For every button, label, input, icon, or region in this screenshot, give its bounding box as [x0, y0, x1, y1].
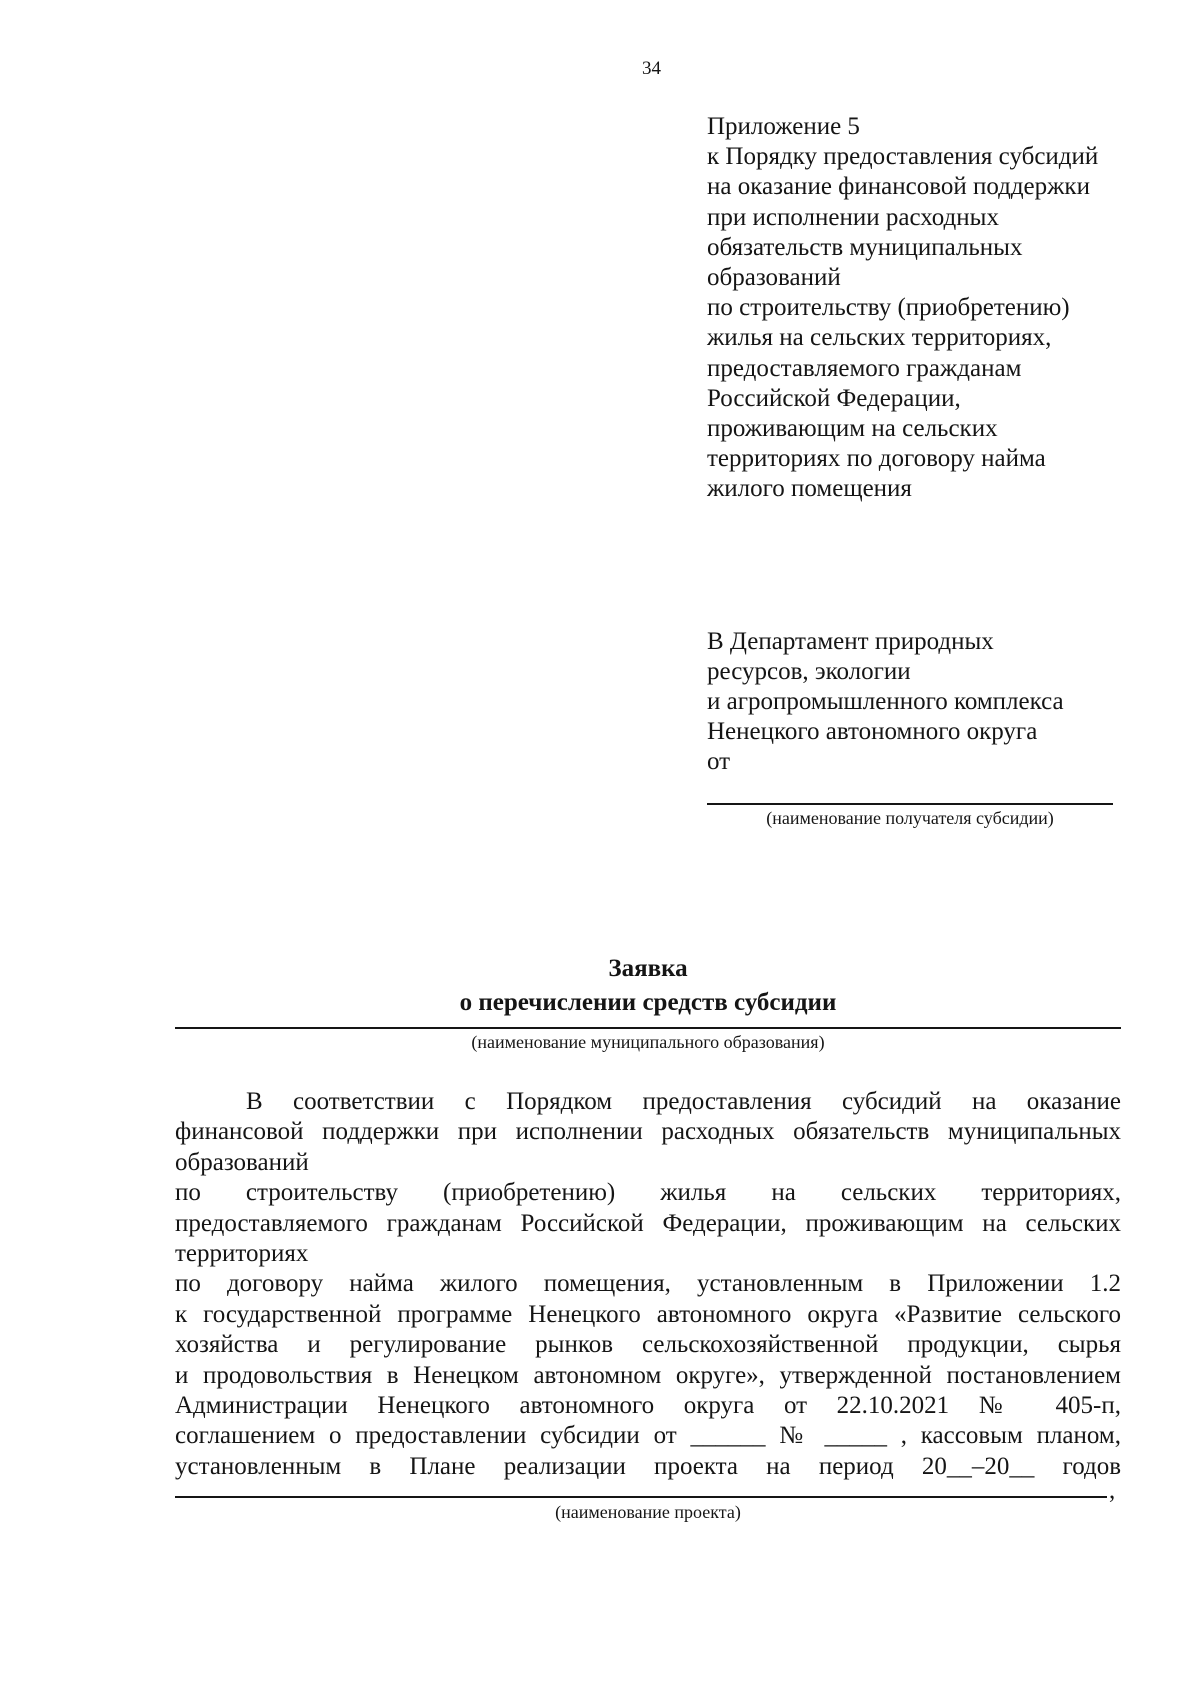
trailing-comma: , [1109, 1477, 1116, 1504]
appendix-line: по строительству (приобретению) [707, 294, 1070, 322]
addressee-line: и агропромышленного комплекса [707, 688, 1064, 715]
body-line: по строительству (приобретению) жилья на сельских территориях, [175, 1179, 1121, 1207]
body-line: территориях [175, 1240, 309, 1268]
addressee-line: Ненецкого автономного округа [707, 718, 1038, 745]
form-title: Заявка [608, 955, 688, 982]
appendix-line: на оказание финансовой поддержки [707, 173, 1090, 201]
appendix-line: проживающим на сельских [707, 415, 998, 443]
body-line: Администрации Ненецкого автономного округа от 22.10.2021 № 405-п, [175, 1392, 1121, 1420]
body-line: установленным в Плане реализации проекта на период 20__–20__ годов [175, 1452, 1121, 1480]
body-line: предоставляемого гражданам Российской Федерации, проживающим на сельских [175, 1209, 1121, 1237]
municipality-caption: (наименование муниципального образования) [471, 1032, 825, 1052]
appendix-line: предоставляемого гражданам [707, 354, 1022, 382]
recipient-caption: (наименование получателя субсидии) [766, 808, 1054, 828]
appendix-line: жилого помещения [707, 475, 912, 503]
body-text [175, 1087, 1121, 1482]
addressee-block [707, 627, 1064, 777]
page-number: 34 [642, 58, 661, 79]
appendix-line: территориях по договору найма [707, 445, 1046, 473]
body-line: соглашением о предоставлении субсидии от ______ № _____ , кассовым планом, [175, 1422, 1121, 1450]
appendix-line: Приложение 5 [707, 113, 860, 140]
project-caption: (наименование проекта) [555, 1502, 741, 1522]
project-name-line [175, 1496, 1107, 1498]
body-line: финансовой поддержки при исполнении расходных обязательств муниципальных [175, 1118, 1121, 1146]
body-line: и продовольствия в Ненецком автономном округе», утвержденной постановлением [175, 1361, 1121, 1389]
body-line: к государственной программе Ненецкого автономного округа «Развитие сельского [175, 1300, 1121, 1328]
addressee-line: В Департамент природных [707, 628, 994, 655]
appendix-header [707, 112, 1098, 505]
municipality-name-line [175, 1027, 1121, 1029]
addressee-line: ресурсов, экологии [707, 658, 911, 685]
appendix-line: обязательств муниципальных [707, 233, 1023, 261]
body-line: хозяйства и регулирование рынков сельскохозяйственной продукции, сырья [175, 1331, 1121, 1359]
form-subtitle: о перечислении средств субсидии [459, 989, 837, 1016]
appendix-line: Российской Федерации, [707, 384, 961, 412]
appendix-line: к Порядку предоставления субсидий [707, 143, 1099, 171]
addressee-line: от [707, 748, 731, 775]
appendix-line: жилья на сельских территориях, [707, 324, 1052, 352]
body-line: образований [175, 1148, 309, 1176]
appendix-line: при исполнении расходных [707, 203, 999, 231]
recipient-name-line [707, 803, 1113, 805]
appendix-line: образований [707, 264, 841, 292]
body-line: по договору найма жилого помещения, установленным в Приложении 1.2 [175, 1270, 1121, 1298]
body-line: В соответствии с Порядком предоставления субсидий на оказание [246, 1088, 1121, 1115]
